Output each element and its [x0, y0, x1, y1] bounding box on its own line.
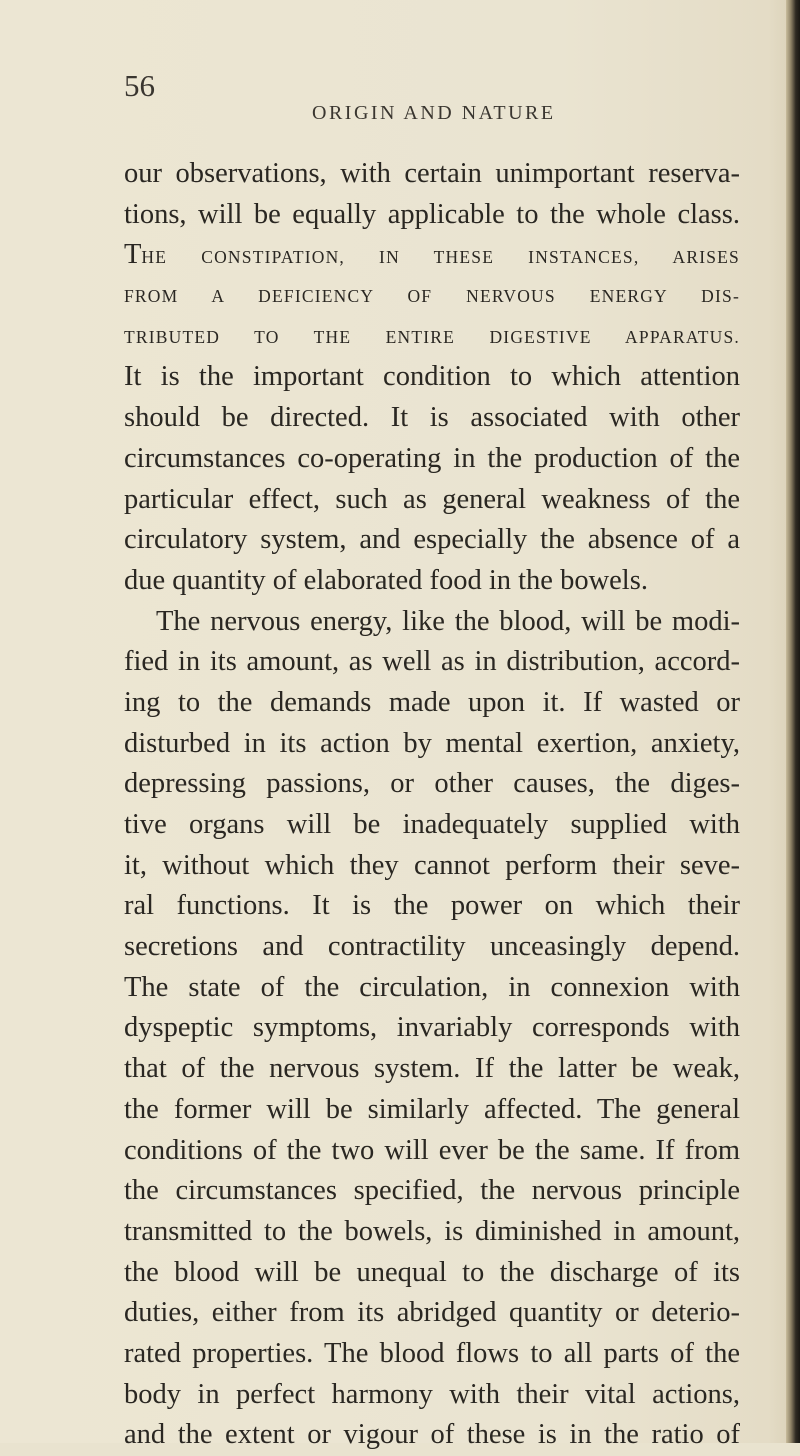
text-line: that of the nervous system. If the latter be weak,: [124, 1053, 740, 1085]
text-line: circulatory system, and especially the absence of a: [124, 524, 740, 556]
paragraph-start-line: The nervous energy, like the blood, will be modi-: [156, 605, 740, 637]
text-line: ing to the demands made upon it. If wasted or: [124, 686, 740, 718]
text-line: depressing passions, or other causes, the diges-: [124, 768, 740, 800]
text-line: should be directed. It is associated with other: [124, 402, 740, 434]
text-line: the circumstances specified, the nervous principle: [124, 1175, 740, 1207]
text-line: secretions and contractility unceasingly depend.: [124, 931, 740, 963]
text-line: tive organs will be inadequately supplied with: [124, 809, 740, 840]
text-line: the blood will be unequal to the discharge of its: [124, 1256, 740, 1288]
text-line: particular effect, such as general weakness of the: [124, 483, 740, 515]
text-line: It is the important condition to which attention: [124, 361, 740, 393]
text-line: rated properties. The blood flows to all parts of the: [124, 1337, 740, 1369]
text-line: our observations, with certain unimportant reserva-: [124, 158, 740, 189]
text-line: fied in its amount, as well as in distribution, accord-: [124, 646, 740, 678]
text-line-small-caps: TRIBUTED TO THE ENTIRE DIGESTIVE APPARATUS.: [124, 326, 740, 347]
text-line: tions, will be equally applicable to the whole class.: [124, 198, 740, 230]
text-line-small-caps: FROM A DEFICIENCY OF NERVOUS ENERGY DIS-: [124, 286, 740, 307]
text-line: ral functions. It is the power on which their: [124, 890, 740, 922]
text-line: The state of the circulation, in connexion with: [124, 971, 740, 1003]
text-line: due quantity of elaborated food in the bowels.: [124, 564, 648, 596]
text-line: and the extent or vigour of these is in the ratio of: [124, 1419, 740, 1451]
running-head: ORIGIN AND NATURE: [312, 102, 556, 124]
text-line: disturbed in its action by mental exertion, anxiety,: [124, 727, 740, 759]
text-line-small-caps: THE CONSTIPATION, IN THESE INSTANCES, ARISES: [124, 239, 740, 271]
text-line: it, without which they cannot perform their seve-: [124, 849, 740, 881]
page-edge-shadow: [786, 0, 800, 1443]
text-line: circumstances co-operating in the production of the: [124, 442, 740, 474]
text-line: body in perfect harmony with their vital actions,: [124, 1378, 740, 1410]
body-text: [124, 154, 740, 1456]
text-line: dyspeptic symptoms, invariably corresponds with: [124, 1012, 740, 1044]
text-line: transmitted to the bowels, is diminished in amount,: [124, 1215, 740, 1247]
text-line: conditions of the two will ever be the same. If from: [124, 1134, 740, 1166]
page-number: 56: [124, 68, 155, 103]
text-line: duties, either from its abridged quantity or deterio-: [124, 1297, 740, 1329]
text-line: the former will be similarly affected. The general: [124, 1093, 740, 1125]
